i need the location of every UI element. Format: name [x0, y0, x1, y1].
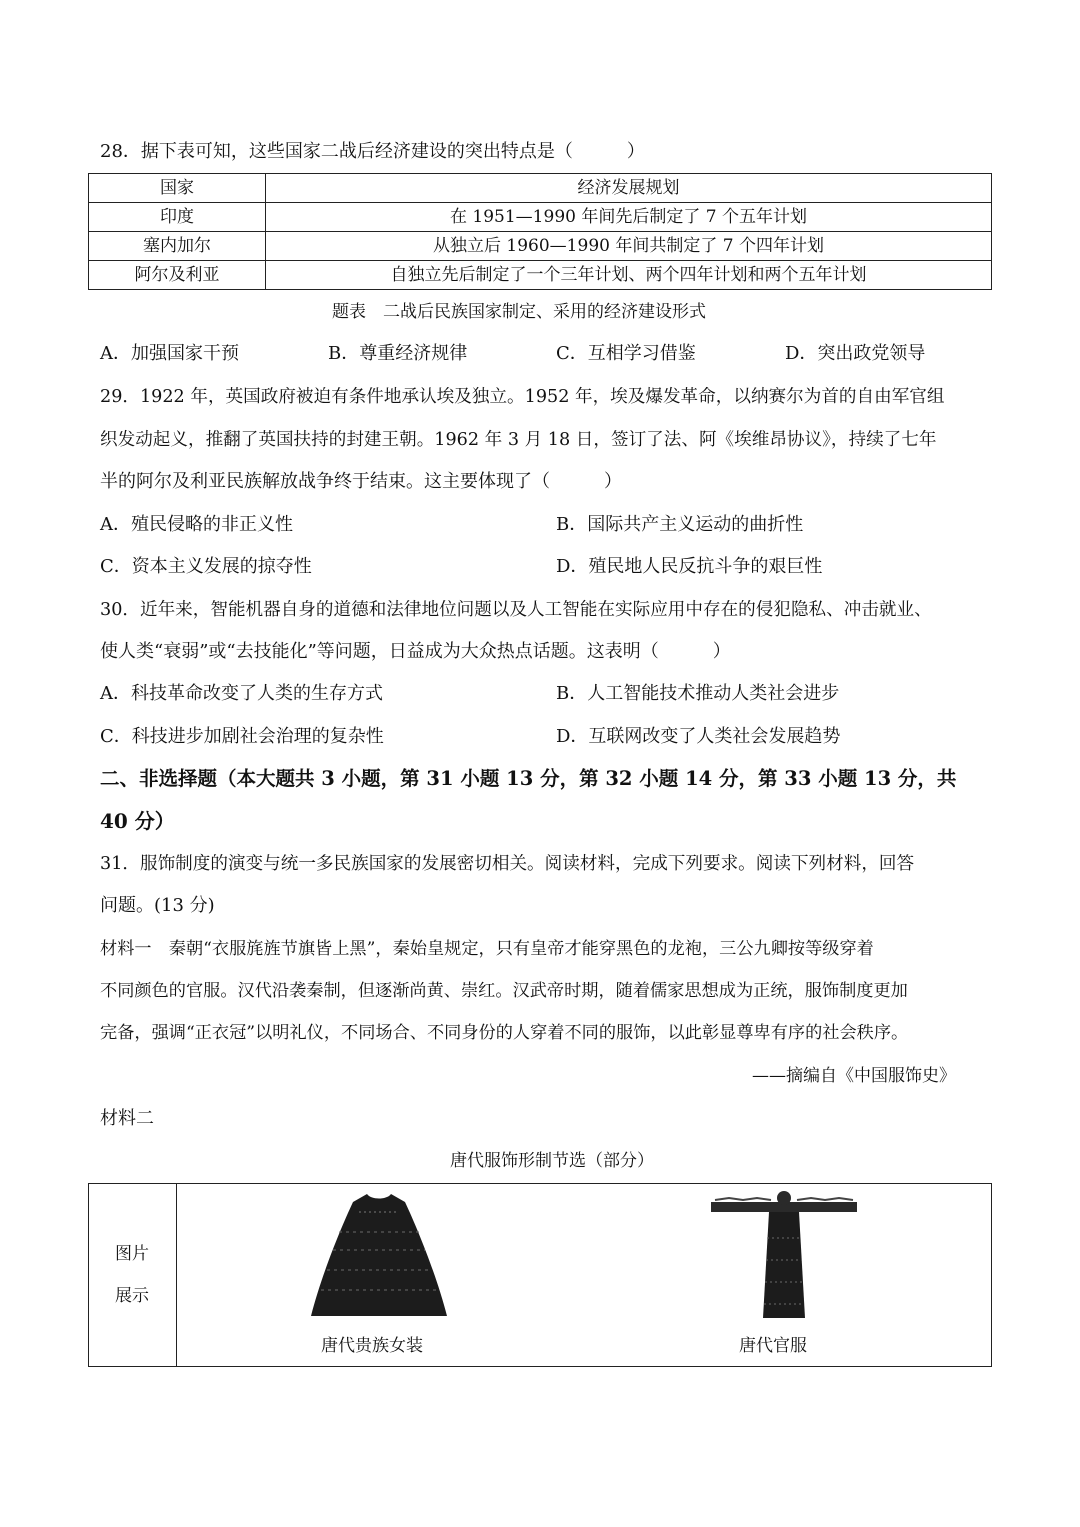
- q28-option-c: C．互相学习借鉴: [556, 343, 696, 364]
- tang-table-label-line-1: 图片: [115, 1244, 149, 1264]
- q30-option-a: A．科技革命改变了人类的生存方式: [100, 683, 383, 704]
- material-2-table-title: 唐代服饰形制节选（部分）: [450, 1151, 654, 1171]
- material-2-label: 材料二: [100, 1108, 154, 1129]
- table-cell-plan: 自独立先后制定了一个三年计划、两个四年计划和两个五年计划: [266, 261, 992, 290]
- material-1-line-2: 不同颜色的官服。汉代沿袭秦制，但逐渐尚黄、崇红。汉武帝时期，随着儒家思想成为正统，服饰制度更加: [100, 981, 908, 1001]
- table-cell-country: 阿尔及利亚: [89, 261, 266, 290]
- table-row: [89, 232, 992, 261]
- tang-table-label-line-2: 展示: [115, 1286, 149, 1306]
- tang-official-robe-image: [709, 1188, 859, 1322]
- tang-noble-female-dress-image: [309, 1192, 449, 1322]
- material-1-source: ——摘编自《中国服饰史》: [752, 1066, 956, 1086]
- table-header-row: [89, 174, 992, 203]
- q29-option-a: A．殖民侵略的非正义性: [100, 514, 293, 535]
- table-cell-country: 印度: [89, 203, 266, 232]
- tang-noble-female-dress-caption: 唐代贵族女装: [321, 1336, 423, 1356]
- q30-option-d: D．互联网改变了人类社会发展趋势: [556, 726, 841, 747]
- table-row: [89, 261, 992, 290]
- table-cell-plan: 在 1951—1990 年间先后制定了 7 个五年计划: [266, 203, 992, 232]
- tang-table-label-cell: [89, 1184, 177, 1366]
- table-cell-country: 塞内加尔: [89, 232, 266, 261]
- q31-line-1: 31．服饰制度的演变与统一多民族国家的发展密切相关。阅读材料，完成下列要求。阅读下列材料，回答: [100, 854, 915, 874]
- table-cell-plan: 从独立后 1960—1990 年间共制定了 7 个四年计划: [266, 232, 992, 261]
- q29-line-3: 半的阿尔及利亚民族解放战争终于结束。这主要体现了（ ）: [100, 471, 622, 492]
- q29-line-1: 29．1922 年，英国政府被迫有条件地承认埃及独立。1952 年，埃及爆发革命，以纳赛尔为首的自由军官组: [100, 387, 945, 407]
- table-header-plan: 经济发展规划: [266, 174, 992, 203]
- q30-option-b: B．人工智能技术推动人类社会进步: [556, 683, 840, 704]
- q30-line-1: 30．近年来，智能机器自身的道德和法律地位问题以及人工智能在实际应用中存在的侵犯隐私、冲击就业、: [100, 600, 932, 620]
- table-row: [89, 203, 992, 232]
- tang-official-robe-caption: 唐代官服: [739, 1336, 807, 1356]
- q29-option-c: C．资本主义发展的掠夺性: [100, 556, 312, 577]
- q30-option-c: C．科技进步加剧社会治理的复杂性: [100, 726, 384, 747]
- material-1-line-1: 材料一 秦朝“衣服旄旌节旗皆上黑”，秦始皇规定，只有皇帝才能穿黑色的龙袍，三公九卿按等级穿着: [100, 939, 874, 959]
- material-1-line-3: 完备，强调“正衣冠”以明礼仪，不同场合、不同身份的人穿着不同的服饰，以此彰显尊卑有序的社会秩序。: [100, 1023, 909, 1043]
- tang-clothing-table: [88, 1183, 992, 1367]
- table-header-country: 国家: [89, 174, 266, 203]
- q28-option-a: A．加强国家干预: [100, 343, 239, 364]
- section-2-heading-line-1: 二、非选择题（本大题共 3 小题，第 31 小题 13 分，第 32 小题 14 分，第 33 小题 13 分，共: [100, 767, 957, 790]
- q29-option-b: B．国际共产主义运动的曲折性: [556, 514, 804, 535]
- q28-option-b: B．尊重经济规律: [328, 343, 468, 364]
- q29-line-2: 织发动起义，推翻了英国扶持的封建王朝。1962 年 3 月 18 日，签订了法、阿《埃维昂协议》，持续了七年: [100, 430, 937, 450]
- section-2-heading-line-2: 40 分）: [100, 809, 175, 833]
- q29-option-d: D．殖民地人民反抗斗争的艰巨性: [556, 556, 823, 577]
- q28-table: [88, 173, 992, 290]
- q28-option-d: D．突出政党领导: [785, 343, 926, 364]
- q28-table-caption: 题表 二战后民族国家制定、采用的经济建设形式: [332, 302, 706, 322]
- q28-stem: 28．据下表可知，这些国家二战后经济建设的突出特点是（ ）: [100, 141, 645, 162]
- q31-line-2: 问题。(13 分): [100, 895, 215, 916]
- q30-line-2: 使人类“衰弱”或“去技能化”等问题，日益成为大众热点话题。这表明（ ）: [100, 641, 731, 662]
